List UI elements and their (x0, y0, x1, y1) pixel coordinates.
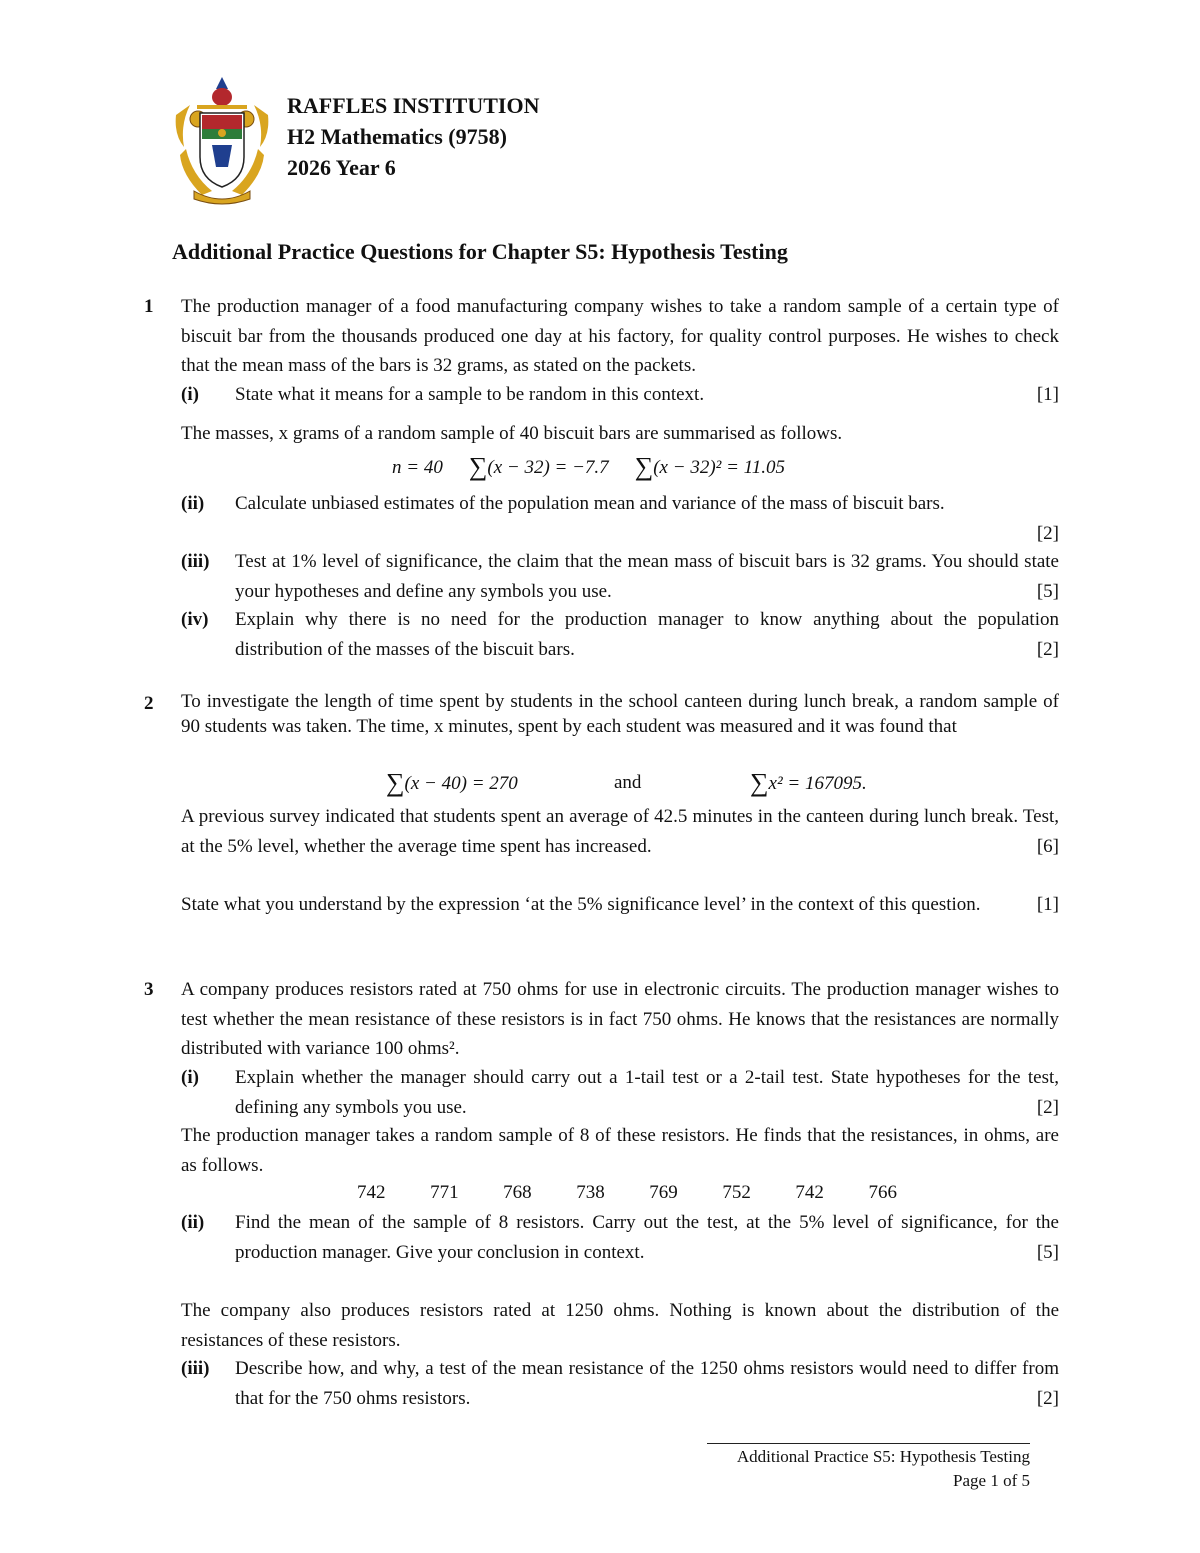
part-text: Explain whether the manager should carry out a 1-tail test or a 2-tail test. State hypotheses for the test, defining any symbols you use. (235, 1067, 1059, 1118)
part-label: (ii) (181, 493, 205, 514)
data-value: 771 (430, 1182, 459, 1203)
marks: [1] (1036, 384, 1059, 405)
data-value: 742 (357, 1182, 386, 1203)
part-label: (i) (181, 1067, 199, 1088)
question-3-intro: A company produces resistors rated at 750 ohms for use in electronic circuits. The production manager wishes to test whether the mean resistance of these resistors is in fact 750 ohms. He knows that the resistances are normally distributed with variance 100 ohms². (181, 979, 1059, 1059)
marks: [5] (1036, 580, 1059, 602)
formula-sum-2: x² = 167095. (768, 773, 867, 794)
part-text: Describe how, and why, a test of the mean resistance of the 1250 ohms resistors would need to differ from that for the 750 ohms resistors. (235, 1358, 1059, 1409)
formula-and: and (614, 772, 642, 793)
header-block (287, 90, 539, 183)
question-2-intro: To investigate the length of time spent by students in the school canteen during lunch break, a random sample of 90 students was taken. The time, x minutes, spent by each student was measured and it was found that (181, 691, 1059, 737)
extra-text: State what you understand by the expression ‘at the 5% significance level’ in the context of this question. (181, 894, 981, 915)
part-text: State what it means for a sample to be random in this context. (235, 384, 705, 405)
question-3-data-intro: The production manager takes a random sample of 8 of these resistors. He finds that the resistances, in ohms, are as follows. (181, 1125, 1059, 1176)
question-2-summary-formula-2 (750, 768, 867, 799)
question-2-extra (181, 890, 1059, 920)
sigma-symbol: ∑ (386, 768, 405, 797)
institution-name: RAFFLES INSTITUTION (287, 93, 540, 118)
marks: [2] (1036, 638, 1059, 660)
footer-title: Additional Practice S5: Hypothesis Testing (736, 1447, 1030, 1466)
part-label: (i) (181, 384, 199, 405)
question-1-intro: The production manager of a food manufacturing company wishes to take a random sample of a certain type of biscuit bar from the thousands produced one day at his factory, for quality control purposes. He wishes to check that the mean mass of the bars is 32 grams, as stated on the packets. (181, 296, 1059, 376)
formula-n: n = 40 (392, 457, 443, 478)
sigma-symbol: ∑ (634, 452, 654, 481)
formula-sum-2: (x − 32)² = 11.05 (653, 457, 786, 478)
question-1-summary-formula (392, 452, 785, 483)
resistance-data-row (357, 1178, 897, 1208)
part-label: (iii) (181, 551, 210, 572)
raffles-crest-logo (172, 75, 272, 207)
data-value: 752 (722, 1182, 751, 1203)
data-value: 742 (795, 1182, 824, 1203)
document-title: Additional Practice Questions for Chapter S5: Hypothesis Testing (172, 239, 788, 264)
formula-sum-1: (x − 32) = −7.7 (487, 457, 609, 478)
body-text: A previous survey indicated that students spent an average of 42.5 minutes in the canteen during lunch break. Test, at the 5% level, whether the average time spent has increased. (181, 806, 1059, 857)
page-number: Page 1 of 5 (953, 1471, 1030, 1490)
question-2-summary-formula (386, 768, 518, 799)
sigma-symbol: ∑ (750, 768, 769, 797)
data-value: 768 (503, 1182, 532, 1203)
part-label: (ii) (181, 1212, 205, 1233)
part-text: Find the mean of the sample of 8 resistors. Carry out the test, at the 5% level of significance, for the production manager. Give your conclusion in context. (235, 1212, 1059, 1263)
marks: [5] (1036, 1241, 1059, 1263)
part-label: (iii) (181, 1358, 210, 1379)
question-1-number: 1 (144, 296, 154, 317)
subject-name: H2 Mathematics (9758) (287, 124, 507, 149)
marks: [6] (1036, 835, 1059, 857)
footer-rule (707, 1443, 1030, 1444)
part-label: (iv) (181, 609, 209, 630)
part-text: Test at 1% level of significance, the claim that the mean mass of biscuit bars is 32 grams. You should state your hypotheses and define any symbols you use. (235, 551, 1059, 602)
data-value: 769 (649, 1182, 678, 1203)
question-3-number: 3 (144, 979, 154, 1000)
cohort-year: 2026 Year 6 (287, 155, 396, 180)
data-value: 738 (576, 1182, 605, 1203)
sigma-symbol: ∑ (468, 452, 488, 481)
marks: [2] (1036, 1096, 1059, 1118)
part-text: Explain why there is no need for the production manager to know anything about the population distribution of the masses of the biscuit bars. (235, 609, 1059, 660)
marks: [2] (1036, 1387, 1059, 1409)
question-2-number: 2 (144, 693, 154, 714)
question-3-second-intro: The company also produces resistors rated at 1250 ohms. Nothing is known about the distribution of the resistances of these resistors. (181, 1300, 1059, 1351)
formula-sum-1: (x − 40) = 270 (404, 773, 518, 794)
page-footer (737, 1445, 1030, 1493)
data-value: 766 (868, 1182, 897, 1203)
question-1-data-intro: The masses, x grams of a random sample of 40 biscuit bars are summarised as follows. (181, 423, 843, 444)
marks: [1] (1036, 894, 1059, 915)
question-2-body (181, 802, 1059, 861)
part-text: Calculate unbiased estimates of the population mean and variance of the mass of biscuit bars. (235, 493, 945, 514)
marks: [2] (1036, 522, 1059, 544)
